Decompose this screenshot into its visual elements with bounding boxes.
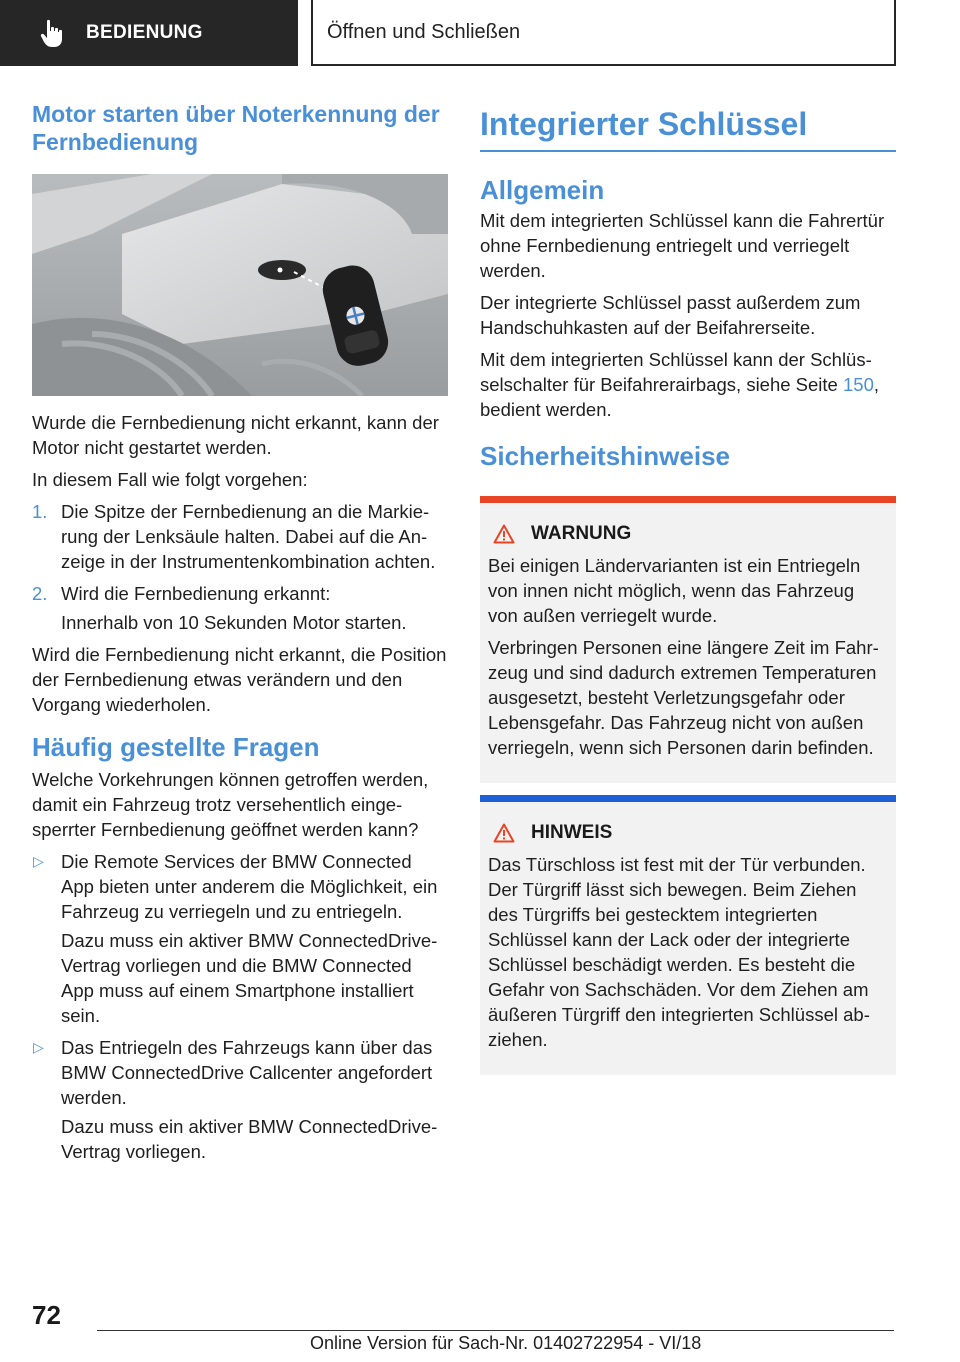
footer-divider <box>97 1330 894 1331</box>
paragraph: In diesem Fall wie folgt vorgehen: <box>32 469 308 490</box>
list-number: 1. <box>32 501 48 522</box>
list-item <box>32 849 448 924</box>
warning-text: Verbringen Personen eine längere Zeit im Fahrzeug und sind dadurch extremen Temperaturen ausgesetzt, besteht Verletzungsgefahr oder Lebensgefahr. Das Fahrzeug nicht von außen verriegeln, wenn sich Personen darin befinden. <box>488 637 879 758</box>
triangle-bullet-icon: ▷ <box>33 1039 44 1055</box>
warning-box <box>480 503 896 783</box>
list-item <box>32 1035 448 1110</box>
paragraph: Wird die Fernbedienung nicht erkannt, die Position der Fernbedienung etwas verändern und den Vorgang wiederholen. <box>32 644 447 715</box>
list-text: Das Entriegeln des Fahrzeugs kann über das BMW ConnectedDrive Callcenter angefordert werden. <box>61 1037 433 1108</box>
page-number: 72 <box>32 1300 61 1330</box>
list-item <box>32 581 448 606</box>
heading-integrierter-schluessel: Integrierter Schlüssel <box>480 104 896 152</box>
paragraph-text: Mit dem integrierten Schlüssel kann der Schlüsselschalter für Beifahrerairbags, siehe Seite <box>480 349 872 395</box>
heading-allgemein: Allgemein <box>480 175 605 205</box>
faq-question: Welche Vorkehrungen können getroffen werden, damit ein Fahrzeug trotz versehentlich eingesperrter Fernbedienung geöffnet werden kann? <box>32 769 429 840</box>
list-subtext: Dazu muss ein aktiver BMW ConnectedDrive-Vertrag vorliegen und die BMW Connected App muss auf einem Smartphone installiert sein. <box>61 930 438 1026</box>
footer-text: Online Version für Sach-Nr. 01402722954 - VI/18 <box>310 1333 702 1353</box>
section-header <box>311 0 896 66</box>
list-text: Die Spitze der Fernbedienung an die Markierung der Lenksäule halten. Dabei auf die Anzeige in der Instrumentenkombination achten. <box>61 501 436 572</box>
paragraph: Wurde die Fernbedienung nicht erkannt, kann der Motor nicht gestartet werden. <box>32 412 439 458</box>
heading-faq: Häufig gestellte Fragen <box>32 732 320 762</box>
page-link[interactable]: 150 <box>843 374 874 395</box>
warning-triangle-icon <box>493 524 515 544</box>
chapter-title: BEDIENUNG <box>86 22 203 43</box>
notice-text: Das Türschloss ist fest mit der Tür verbunden. Der Türgriff lässt sich bewegen. Beim Ziehen des Türgriffs bei gestecktem integrierten Schlüssel kann der Lack oder der integrierte Schlüssel beschädigt werden. Es besteht die Gefahr von Sachschäden. Vor dem Ziehen am äußeren Türgriff den integrierten Schlüssel abziehen. <box>488 854 870 1050</box>
remote-key-illustration <box>32 174 448 396</box>
paragraph: Mit dem integrierten Schlüssel kann die Fahrertür ohne Fernbedienung entriegelt und verriegelt werden. <box>480 210 885 281</box>
warning-title-row <box>488 523 888 545</box>
list-subtext: Dazu muss ein aktiver BMW ConnectedDrive-Vertrag vorliegen. <box>61 1116 438 1162</box>
warning-text: Bei einigen Ländervarianten ist ein Entriegeln von innen nicht möglich, wenn das Fahrzeug von außen verriegelt wurde. <box>488 555 861 626</box>
list-text: Wird die Fernbedienung erkannt: <box>61 583 331 604</box>
notice-title-row <box>488 822 888 844</box>
paragraph <box>480 347 896 422</box>
warning-title: WARNUNG <box>531 523 632 544</box>
paragraph-text: , bedient werden. <box>480 374 880 420</box>
right-column <box>480 100 896 1075</box>
notice-box <box>480 802 896 1075</box>
left-column <box>32 100 448 1171</box>
heading-motor-starten: Motor starten über Noterkennung der Fernbedienung <box>32 101 440 155</box>
list-subtext: Innerhalb von 10 Sekunden Motor starten. <box>61 612 407 633</box>
notice-title: HINWEIS <box>531 822 613 843</box>
list-number: 2. <box>32 583 48 604</box>
list-item <box>32 499 448 574</box>
hand-pointer-icon <box>40 18 66 48</box>
list-text: Die Remote Services der BMW Connected App bieten unter anderem die Möglichkeit, ein Fahrzeug zu verriegeln und zu entriegeln. <box>61 851 438 922</box>
paragraph: Der integrierte Schlüssel passt außerdem zum Handschuhkasten auf der Beifahrerseite. <box>480 292 861 338</box>
warning-bar <box>480 496 896 503</box>
notice-bar <box>480 795 896 802</box>
triangle-bullet-icon: ▷ <box>33 853 44 869</box>
chapter-tab <box>0 0 298 66</box>
notice-triangle-icon <box>493 823 515 843</box>
section-title: Öffnen und Schließen <box>327 20 521 43</box>
heading-sicherheitshinweise: Sicherheitshinweise <box>480 441 730 471</box>
